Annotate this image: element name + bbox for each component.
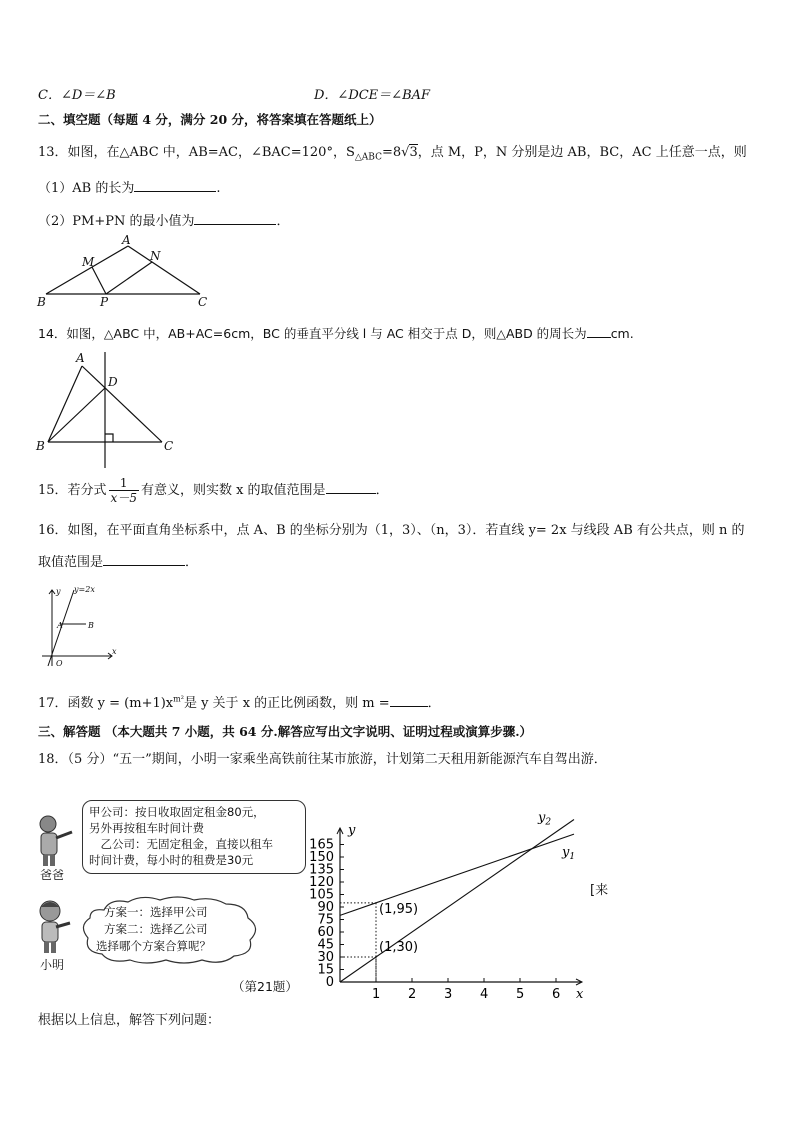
y-tick-label: 120 <box>309 875 334 891</box>
x-tick-label: 1 <box>372 987 381 1000</box>
q13-stem: 13．如图，在△ABC 中，AB=AC，∠BAC=120°，$S_{\triangle ABC}=8√3$，点 M，P，N 分别是边 AB，BC，AC 上任意一点，则 <box>38 145 747 163</box>
q16-answer-blank[interactable] <box>103 553 185 566</box>
q13-part2: （2）PM+PN 的最小值为 ． <box>38 214 290 229</box>
y-tick-label: 135 <box>309 862 334 878</box>
y-tick-label: 60 <box>317 925 334 941</box>
y-tick-label: 105 <box>309 887 334 903</box>
q16-label-x: x <box>112 647 117 656</box>
q14-answer-blank[interactable] <box>587 325 611 338</box>
q13-label-c: C <box>198 295 208 309</box>
x-tick-label: 6 <box>552 987 561 1000</box>
q13-answer-blank-1[interactable] <box>134 179 216 192</box>
q13-label-a: A <box>122 233 131 247</box>
q14-label-a: A <box>76 351 85 365</box>
q16-coordinate-figure <box>38 582 122 670</box>
q15-fraction: $\frac{1}{x-5}$ <box>110 476 137 505</box>
rental-cost-chart <box>300 770 600 1000</box>
y-tick-label: 45 <box>317 937 334 953</box>
q14-triangle-figure <box>34 346 184 472</box>
q13-label-p: P <box>100 295 109 309</box>
q18-footer: 根据以上信息，解答下列问题： <box>38 1013 221 1028</box>
q16-label-line: y=2x <box>74 585 95 594</box>
q14-label-b: B <box>36 439 45 453</box>
q13-part1: （1）AB 的长为 . <box>38 181 221 196</box>
q13-answer-blank-2[interactable] <box>194 212 276 225</box>
xiaoming-thought-bubble: 方案一：选择甲公司 方案二：选择乙公司 选择哪个方案合算呢？ <box>96 905 211 953</box>
q13-label-m: M <box>82 255 95 269</box>
q14-label-c: C <box>164 439 174 453</box>
figure-caption: （第21题） <box>232 979 298 994</box>
x-tick-label: 2 <box>408 987 417 1000</box>
q17-answer-blank[interactable] <box>390 694 428 707</box>
x-tick-label: 3 <box>444 987 453 1000</box>
section-2-title: 二、填空题（每题 4 分，满分 20 分，将答案填在答题纸上） <box>38 112 382 127</box>
y-tick-label: 165 <box>309 837 334 853</box>
q16-label-y: y <box>56 587 61 596</box>
q12-option-d: D．∠DCE＝∠BAF <box>314 88 431 103</box>
x-tick-label: 4 <box>480 987 489 1000</box>
q15-answer-blank[interactable] <box>326 481 376 494</box>
point-annotation: (1,95) <box>379 901 419 917</box>
stray-text: [来 <box>590 883 609 898</box>
q14-text: 14．如图，△ABC 中，AB+AC=6cm，BC 的垂直平分线 l 与 AC 相交于点 D，则△ABD 的周长为 cm. <box>38 326 634 341</box>
series-line-y2 <box>340 820 574 982</box>
y-tick-label: 150 <box>309 850 334 866</box>
xiaoming-label: 小明 <box>40 958 65 972</box>
q16-label-b: B <box>88 621 94 630</box>
q16-line1: 16．如图，在平面直角坐标系中，点 A、B 的坐标分别为（1，3）、（n，3）．若直线 y= 2x 与线段 AB 有公共点，则 n 的 <box>38 523 745 538</box>
q13-triangle-figure <box>34 232 224 312</box>
dad-label: 爸爸 <box>40 868 65 882</box>
y-tick-label: 75 <box>317 912 334 928</box>
xiaoming-figure-icon <box>36 897 76 955</box>
y-tick-label: 15 <box>317 962 334 978</box>
x-axis-label: x <box>576 987 584 1000</box>
y-tick-label: 30 <box>317 950 334 966</box>
series-label-y2: $y_2$ <box>538 810 552 828</box>
x-tick-label: 5 <box>516 987 525 1000</box>
q12-option-c: C．∠D＝∠B <box>38 88 116 103</box>
q13-label-b: B <box>37 295 46 309</box>
dad-figure-icon <box>36 812 76 868</box>
q14-label-d: D <box>108 375 118 389</box>
q13-label-n: N <box>150 249 161 263</box>
y-tick-label: 90 <box>317 900 334 916</box>
series-label-y1: $y_1$ <box>562 845 576 863</box>
dad-speech-bubble: 甲公司：按日收取固定租金80元， 另外再按租车时间计费 乙公司：无固定租金，直接以租车 时间计费，每小时的租费是30元 <box>82 800 306 874</box>
y-tick-label: 0 <box>325 975 334 990</box>
q18-text: 18．（5 分）“五一”期间，小明一家乘坐高铁前往某市旅游，计划第二天租用新能源汽车自驾出游． <box>38 752 607 767</box>
q15-text: 15．若分式 $\frac{1}{x-5}$ 有意义，则实数 x 的取值范围是 ． <box>38 476 389 505</box>
q16-line2: 取值范围是 ． <box>38 555 199 570</box>
q16-label-a: A <box>57 621 63 630</box>
q16-label-o: O <box>56 659 63 668</box>
q17-text: 17．函数 $y = (m+1)x^{m^2}$是 y 关于 x 的正比例函数，则 m = ． <box>38 694 441 711</box>
point-annotation: (1,30) <box>379 940 419 956</box>
section-3-title: 三、解答题 （本大题共 7 小题，共 64 分.解答应写出文字说明、证明过程或演算步骤.） <box>38 724 533 739</box>
y-axis-label: y <box>348 823 356 839</box>
